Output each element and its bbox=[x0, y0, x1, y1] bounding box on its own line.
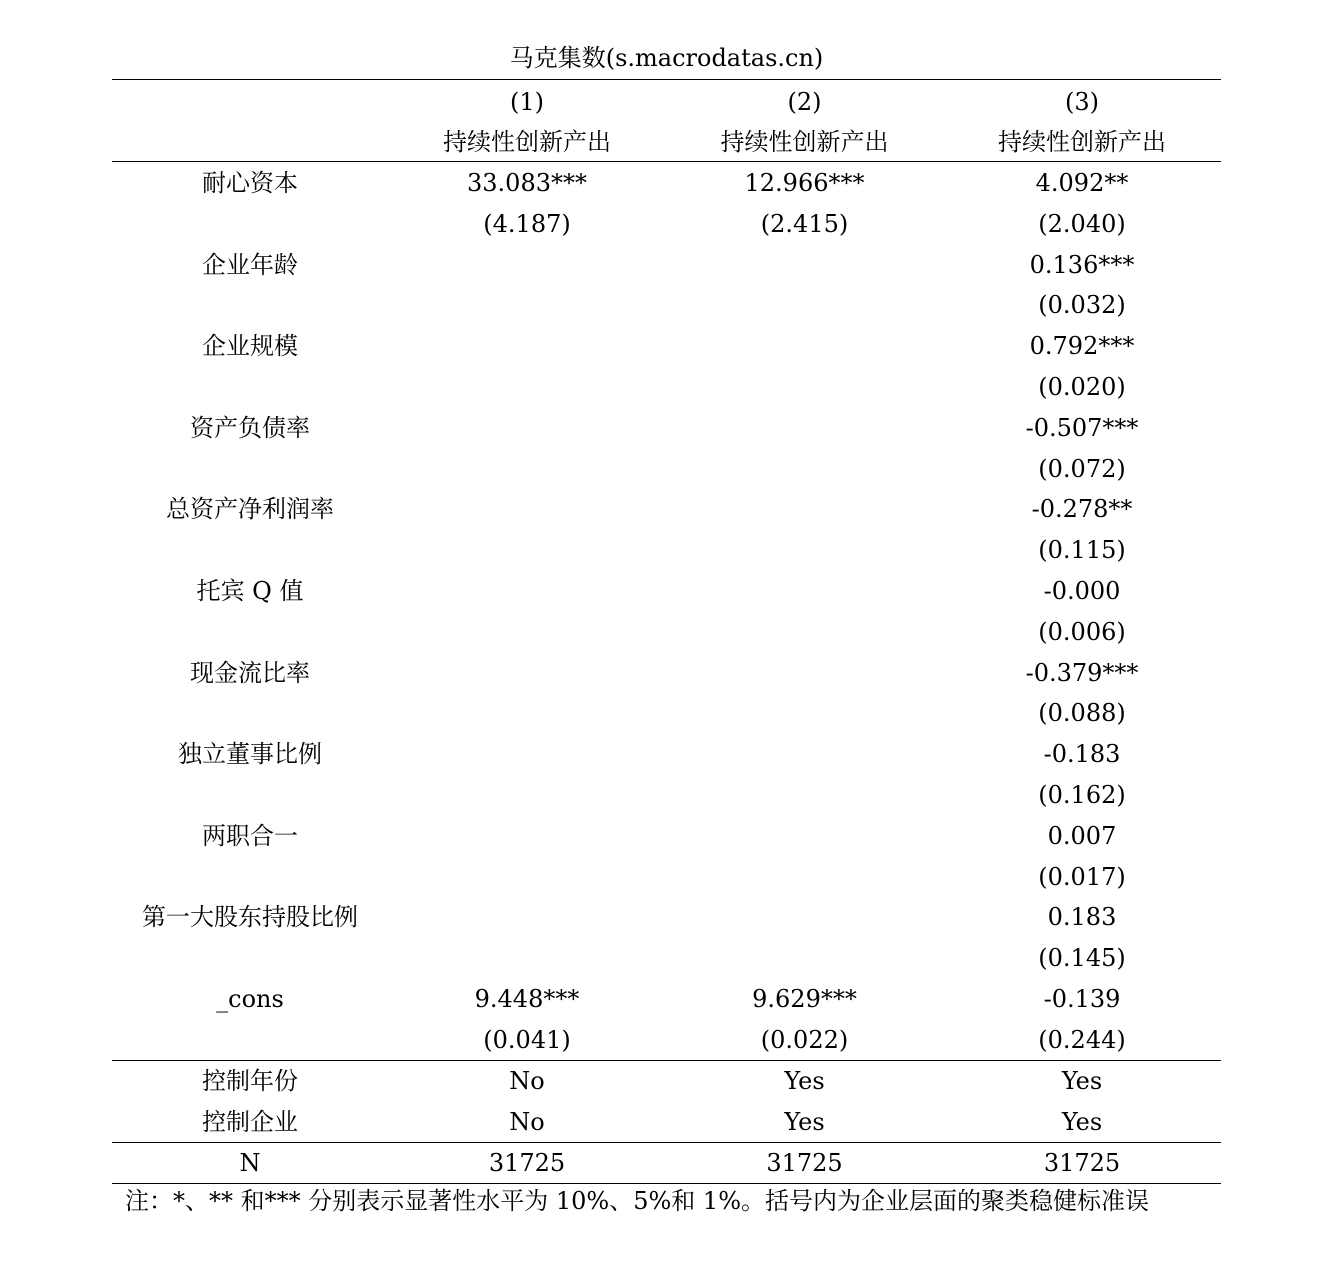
standard-error-cell: (0.115) bbox=[1038, 536, 1126, 565]
observations-value: 31725 bbox=[488, 1149, 566, 1177]
coefficient-cell: -0.278** bbox=[1031, 495, 1133, 524]
coefficient-cell: 4.092** bbox=[1035, 169, 1129, 197]
variable-name: 企业规模 bbox=[202, 332, 298, 361]
coefficient-cell: 0.136*** bbox=[1029, 250, 1135, 279]
variable-name: 托宾 Q 值 bbox=[196, 577, 304, 605]
variable-name: 总资产净利润率 bbox=[166, 495, 334, 524]
variable-name: 耐心资本 bbox=[202, 169, 298, 197]
coefficient-cell: -0.379*** bbox=[1025, 658, 1139, 687]
column-label: 持续性创新产出 bbox=[443, 128, 611, 156]
variable-name: 企业年龄 bbox=[202, 250, 298, 279]
standard-error-cell: (4.187) bbox=[483, 209, 571, 238]
observations-value: 31725 bbox=[1043, 1149, 1121, 1177]
column-label: 持续性创新产出 bbox=[720, 128, 889, 156]
column-number: (3) bbox=[1065, 88, 1099, 116]
control-value: No bbox=[509, 1067, 545, 1095]
standard-error-cell: (0.041) bbox=[483, 1025, 571, 1054]
coefficient-cell: 12.966*** bbox=[744, 169, 865, 197]
variable-name: 资产负债率 bbox=[190, 413, 310, 442]
standard-error-cell: (0.020) bbox=[1038, 373, 1126, 401]
variable-name: 两职合一 bbox=[202, 821, 298, 850]
control-value: Yes bbox=[784, 1108, 825, 1136]
coefficient-cell: -0.183 bbox=[1043, 740, 1121, 769]
coefficient-cell: -0.139 bbox=[1043, 985, 1121, 1013]
coefficient-cell: -0.507*** bbox=[1025, 413, 1139, 442]
control-name: 控制企业 bbox=[202, 1108, 298, 1136]
column-number: (2) bbox=[787, 88, 822, 116]
variable-name: _cons bbox=[216, 985, 284, 1013]
standard-error-cell: (2.415) bbox=[760, 209, 849, 238]
control-name: 控制年份 bbox=[202, 1067, 298, 1095]
variable-name: 独立董事比例 bbox=[178, 740, 322, 769]
observations-label: N bbox=[239, 1149, 261, 1177]
column-label: 持续性创新产出 bbox=[998, 128, 1166, 156]
variable-name: 现金流比率 bbox=[190, 658, 310, 687]
variable-name: 第一大股东持股比例 bbox=[142, 903, 358, 932]
standard-error-cell: (0.244) bbox=[1038, 1025, 1126, 1054]
column-number: (1) bbox=[510, 88, 544, 116]
standard-error-cell: (0.006) bbox=[1038, 617, 1126, 646]
standard-error-cell: (0.017) bbox=[1038, 862, 1126, 891]
control-value: No bbox=[509, 1108, 545, 1136]
control-value: Yes bbox=[784, 1067, 825, 1095]
control-value: Yes bbox=[1061, 1067, 1103, 1095]
standard-error-cell: (0.088) bbox=[1038, 699, 1126, 728]
top-rule bbox=[112, 79, 1221, 80]
header-rule bbox=[112, 161, 1221, 162]
coefficient-cell: 0.792*** bbox=[1029, 332, 1135, 361]
standard-error-cell: (0.145) bbox=[1038, 944, 1126, 973]
coefficient-cell: -0.000 bbox=[1043, 577, 1121, 605]
standard-error-cell: (0.032) bbox=[1038, 291, 1126, 320]
standard-error-cell: (0.162) bbox=[1038, 781, 1126, 809]
standard-error-cell: (0.072) bbox=[1038, 454, 1126, 483]
table-caption: 马克集数(s.macrodatas.cn) bbox=[509, 44, 824, 72]
coefficient-cell: 9.448*** bbox=[474, 985, 580, 1013]
coefficient-cell: 33.083*** bbox=[467, 169, 587, 197]
control-value: Yes bbox=[1061, 1108, 1103, 1136]
standard-error-cell: (0.022) bbox=[760, 1025, 849, 1054]
standard-error-cell: (2.040) bbox=[1038, 209, 1126, 238]
coefficient-cell: 0.183 bbox=[1047, 903, 1117, 932]
table-note: 注：*、** 和*** 分别表示显著性水平为 10%、5%和 1%。括号内为企业层面的聚类稳健标准误 bbox=[125, 1187, 1150, 1215]
coefficient-cell: 0.007 bbox=[1047, 821, 1117, 850]
coefficient-cell: 9.629*** bbox=[752, 985, 857, 1013]
observations-value: 31725 bbox=[766, 1149, 843, 1177]
